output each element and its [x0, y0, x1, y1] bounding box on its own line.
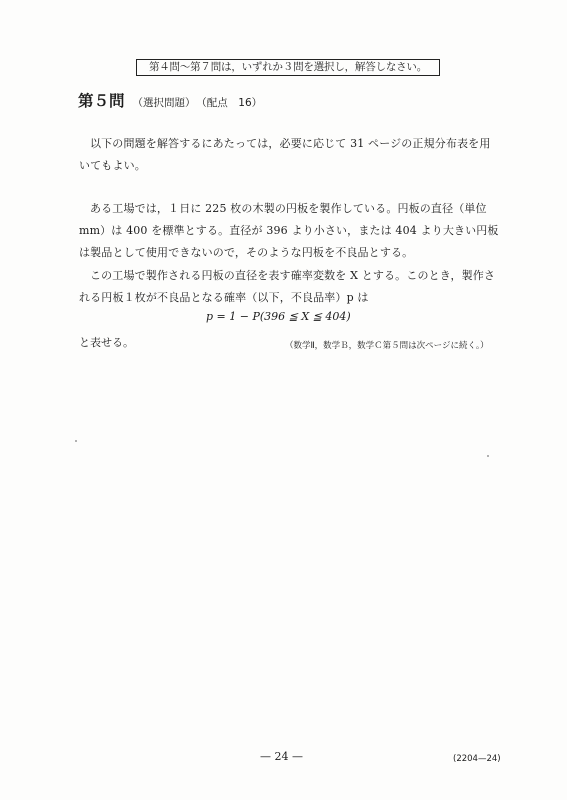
scan-speck: [75, 440, 77, 442]
scan-speck: [487, 455, 489, 457]
problem-paragraph-1: ある工場では，１日に 225 枚の木製の円板を製作している。円板の直径（単位 mm）は 400 を標準とする。直径が 396 より小さい，または 404 より大きい円板は製品として使用できないので，そのような円板を不良品とする。: [79, 202, 499, 259]
continue-note: （数学Ⅱ，数学Ｂ，数学Ｃ第５問は次ページに続く。）: [285, 341, 489, 351]
page-code: (2204—24): [453, 754, 501, 764]
points-label: （配点 16）: [201, 97, 263, 109]
section-notice-box: 第４問～第７問は，いずれか３問を選択し，解答しなさい。: [136, 59, 440, 76]
question-heading: [78, 89, 262, 111]
intro-paragraph: 以下の問題を解答するにあたっては，必要に応じて 31 ページの正規分布表を用いてもよい。: [79, 137, 491, 172]
closing-text: と表せる。: [79, 336, 134, 349]
probability-formula: p = 1 − P(396 ≦ X ≦ 404): [206, 310, 351, 323]
problem-paragraph-2: この工場で製作される円板の直径を表す確率変数を X とする。このとき，製作される円板１枚が不良品となる確率（以下，不良品率）p は: [79, 269, 496, 304]
question-number: 第５問: [78, 92, 125, 110]
selection-label: （選択問題）: [132, 97, 196, 109]
page-number: — 24 —: [260, 750, 303, 763]
